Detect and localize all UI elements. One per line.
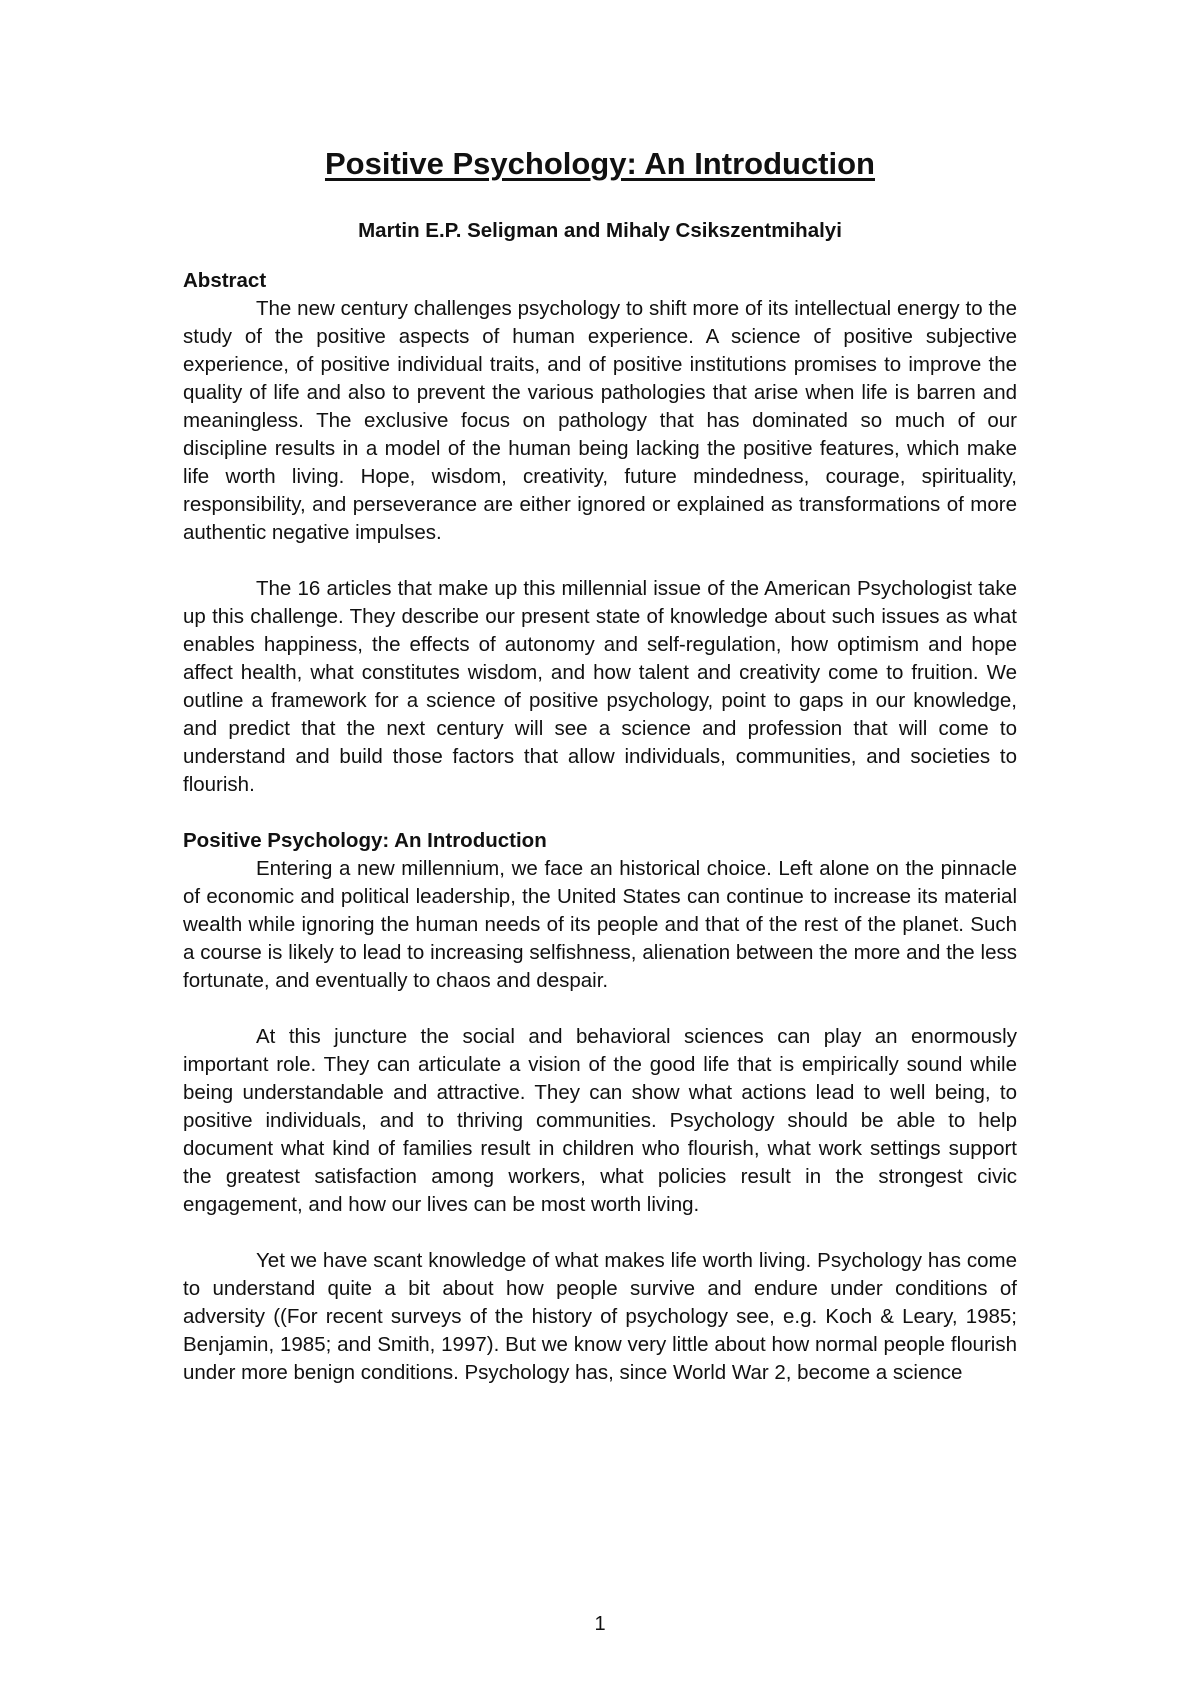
page-number: 1 [594,1613,606,1635]
intro-heading: Positive Psychology: An Introduction [183,829,547,853]
abstract-paragraph: The 16 articles that make up this millennial issue of the American Psychologist take up this challenge. They describe our present state of knowledge about such issues as what enables happiness, the effects of autonomy and self-regulation, how optimism and hope affect health, what constitutes wisdom, and how talent and creativity come to fruition. We outline a framework for a science of positive psychology, point to gaps in our knowledge, and predict that the next century will see a science and profession that will come to understand and build those factors that allow individuals, communities, and societies to flourish. [183,577,1017,797]
body-paragraph: At this juncture the social and behavioral sciences can play an enormously important role. They can articulate a vision of the good life that is empirically sound while being understandable and attractive. They can show what actions lead to well being, to positive individuals, and to thriving communities. Psychology should be able to help document what kind of families result in children who flourish, what work settings support the greatest satisfaction among workers, what policies result in the strongest civic engagement, and how our lives can be most worth living. [183,1025,1017,1217]
abstract-paragraph: The new century challenges psychology to shift more of its intellectual energy to the study of the positive aspects of human experience. A science of positive subjective experience, of positive individual traits, and of positive institutions promises to improve the quality of life and also to prevent the various pathologies that arise when life is barren and meaningless. The exclusive focus on pathology that has dominated so much of our discipline results in a model of the human being lacking the positive features, which make life worth living. Hope, wisdom, creativity, future mindedness, courage, spirituality, responsibility, and perseverance are either ignored or explained as transformations of more authentic negative impulses. [183,297,1017,545]
body-paragraph: Yet we have scant knowledge of what makes life worth living. Psychology has come to understand quite a bit about how people survive and endure under conditions of adversity ((For recent surveys of the history of psychology see, e.g. Koch & Leary, 1985; Benjamin, 1985; and Smith, 1997). But we know very little about how normal people flourish under more benign conditions. Psychology has, since World War 2, become a science [183,1249,1017,1385]
document-title: Positive Psychology: An Introduction [324,146,875,181]
page-content [183,145,1017,1415]
body-paragraph: Entering a new millennium, we face an historical choice. Left alone on the pinnacle of economic and political leadership, the United States can continue to increase its material wealth while ignoring the human needs of its people and that of the rest of the planet. Such a course is likely to lead to increasing selfishness, alienation between the more and the less fortunate, and eventually to chaos and despair. [183,857,1017,993]
author-line: Martin E.P. Seligman and Mihaly Csikszentmihalyi [358,218,842,242]
abstract-heading: Abstract [183,269,267,293]
